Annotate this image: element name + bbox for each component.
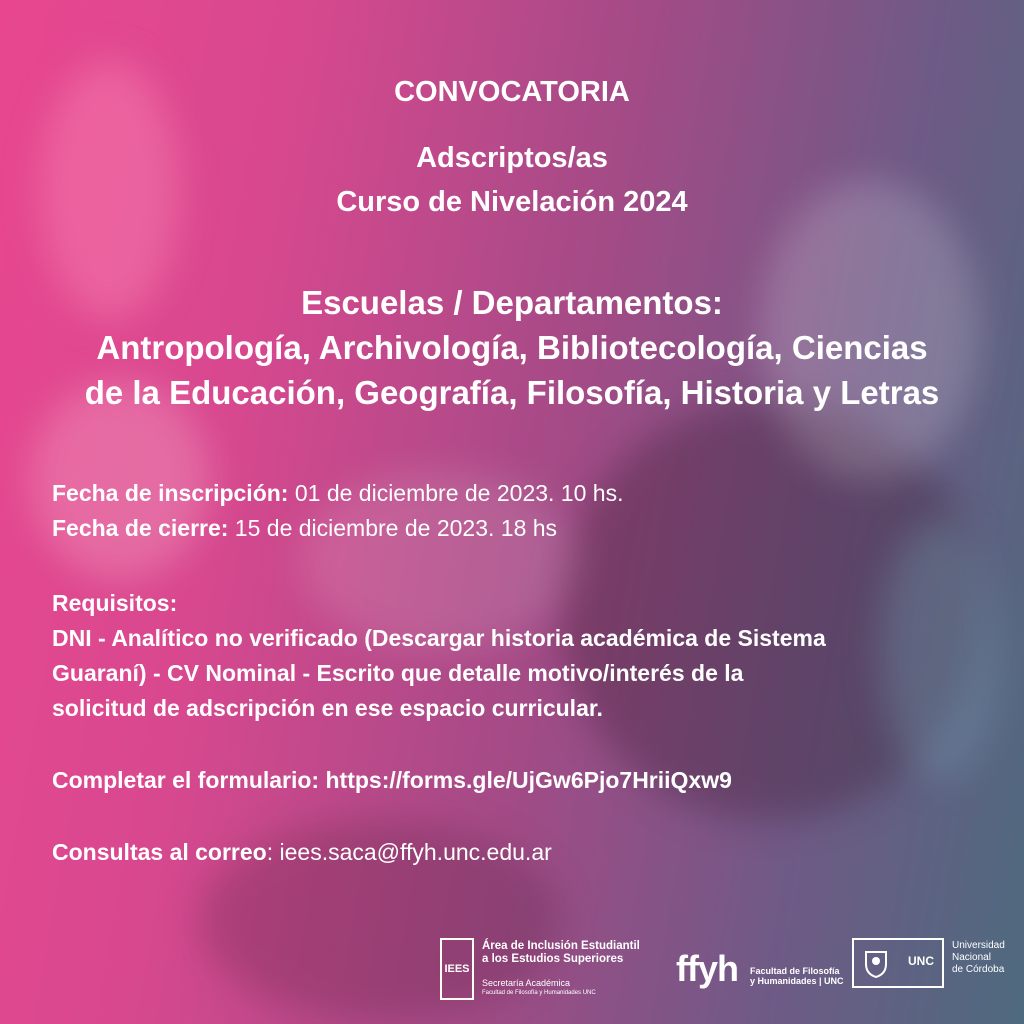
unc-crest-icon (862, 948, 890, 978)
start-date-label: Fecha de inscripción: (52, 480, 289, 506)
schools-line: de la Educación, Geografía, Filosofía, Historia y Letras (84, 374, 940, 411)
schools-block (30, 280, 994, 415)
end-date-label: Fecha de cierre: (52, 515, 229, 541)
ffyh-logo (676, 946, 846, 996)
ffyh-title (750, 966, 844, 986)
iees-line: Facultad de Filosofía y Humanidades UNC (482, 990, 596, 996)
contact-block (52, 835, 992, 870)
end-date (52, 511, 992, 546)
unc-abbr: UNC (908, 954, 934, 968)
dates-block (52, 476, 992, 546)
ffyh-line: y Humanidades | UNC (750, 976, 844, 986)
iees-title (482, 940, 640, 966)
unc-logo (852, 938, 1022, 998)
kicker-heading: CONVOCATORIA (394, 76, 630, 108)
iees-subtitle (482, 978, 596, 998)
unc-line: Nacional (952, 952, 991, 963)
ffyh-line: Facultad de Filosofía (750, 966, 840, 976)
contact-separator: : (266, 839, 280, 865)
title-line: Curso de Nivelación 2024 (336, 186, 688, 218)
iees-logo (440, 938, 650, 1002)
unc-line: Universidad (952, 940, 1005, 951)
unc-box (852, 938, 944, 988)
unc-line: de Córdoba (952, 964, 1005, 975)
form-block (52, 763, 992, 798)
requirements-line: DNI - Analítico no verificado (Descargar historia académica de Sistema (52, 625, 826, 651)
iees-mark: IEES (440, 938, 474, 1000)
start-date (52, 476, 992, 511)
iees-line: a los Estudios Superiores (482, 953, 624, 965)
requirements-line: solicitud de adscripción en ese espacio curricular. (52, 695, 603, 721)
contact-email[interactable]: iees.saca@ffyh.unc.edu.ar (279, 839, 552, 865)
requirements-block (52, 586, 992, 726)
title-block (0, 136, 1024, 224)
end-date-value: 15 de diciembre de 2023. 18 hs (228, 515, 558, 541)
contact-label: Consultas al correo (52, 839, 267, 865)
ffyh-mark: ffyh (676, 948, 738, 989)
unc-name (952, 940, 1005, 976)
schools-line: Antropología, Archivología, Bibliotecología, Ciencias (96, 329, 928, 366)
requirements-heading: Requisitos: (52, 590, 178, 616)
form-link[interactable]: https://forms.gle/UjGw6Pjo7HriiQxw9 (325, 767, 732, 793)
footer-logos (0, 930, 1024, 1010)
iees-line: Área de Inclusión Estudiantil (482, 940, 640, 952)
requirements-line: Guaraní) - CV Nominal - Escrito que detalle motivo/interés de la (52, 660, 744, 686)
iees-line: Secretaría Académica (482, 978, 571, 988)
start-date-value: 01 de diciembre de 2023. 10 hs. (288, 480, 624, 506)
form-label: Completar el formulario: (52, 767, 326, 793)
schools-heading: Escuelas / Departamentos: (301, 284, 723, 321)
title-line: Adscriptos/as (416, 142, 608, 174)
